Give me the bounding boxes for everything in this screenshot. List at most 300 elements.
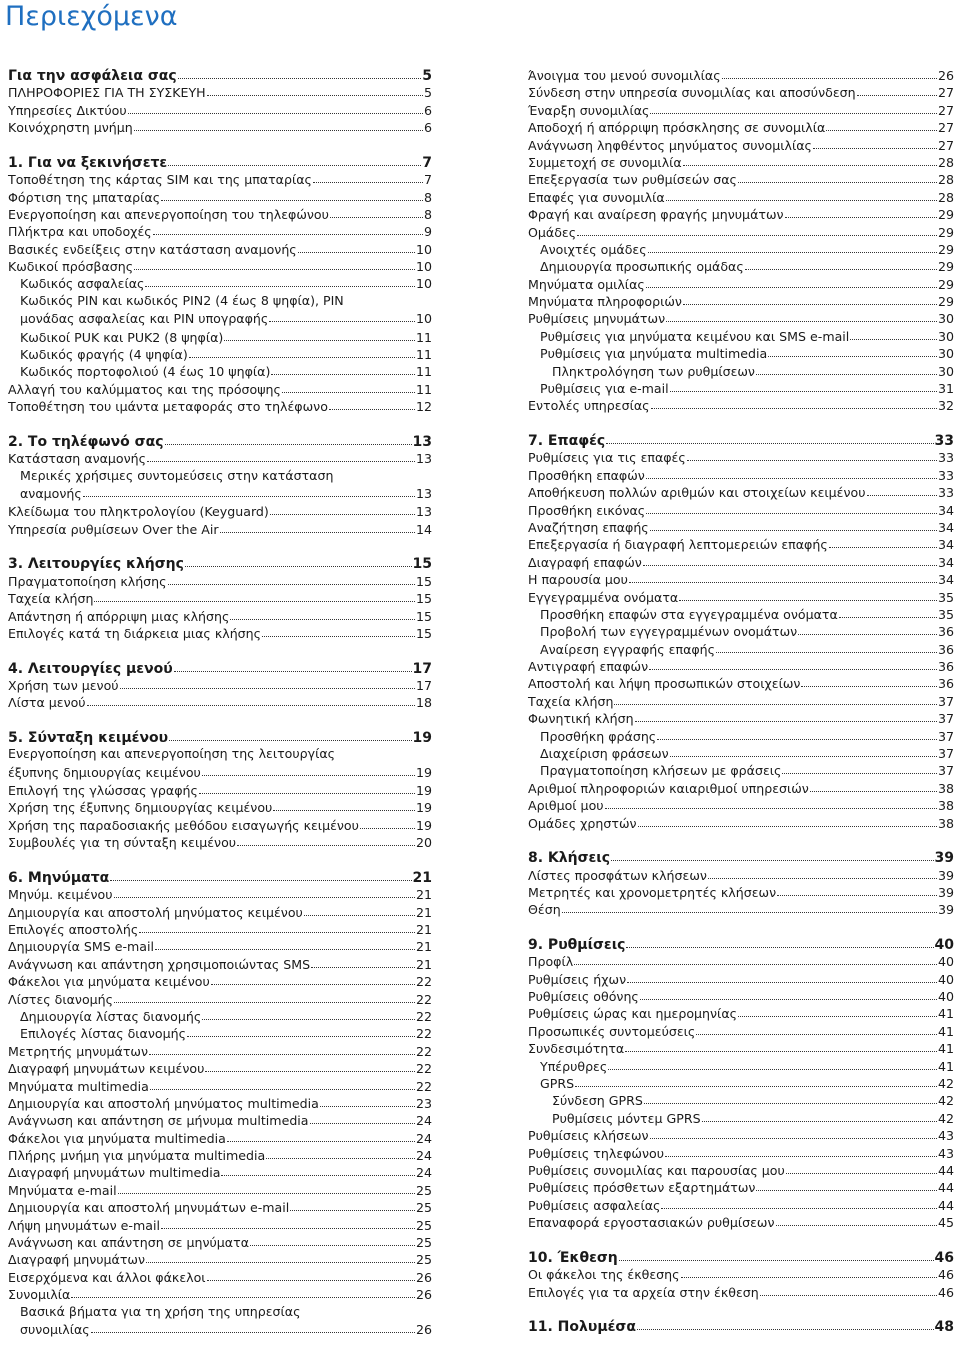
toc-section-heading[interactable] bbox=[8, 868, 432, 885]
dot-leader bbox=[801, 673, 937, 687]
toc-entry[interactable] bbox=[8, 380, 432, 397]
toc-section-heading[interactable] bbox=[528, 431, 954, 448]
dot-leader bbox=[782, 760, 937, 774]
toc-entry-title: Δημιουργία και αποστολή μηνύματος multimedia bbox=[8, 1095, 319, 1111]
dot-leader bbox=[857, 82, 937, 96]
toc-entry[interactable] bbox=[528, 727, 954, 744]
toc-entry[interactable] bbox=[528, 1126, 954, 1143]
toc-entry[interactable] bbox=[528, 153, 954, 170]
toc-entry-title: Φάκελοι για μηνύματα κειμένου bbox=[8, 974, 210, 990]
dot-leader bbox=[230, 606, 415, 620]
dot-leader bbox=[716, 639, 937, 653]
toc-entry[interactable] bbox=[8, 328, 432, 345]
toc-entry[interactable] bbox=[528, 1213, 954, 1230]
toc-entry[interactable] bbox=[8, 274, 432, 291]
toc-entry[interactable] bbox=[528, 379, 954, 396]
dot-leader bbox=[161, 1215, 415, 1229]
dot-leader bbox=[648, 239, 937, 253]
toc-entry[interactable] bbox=[528, 483, 954, 500]
toc-entry[interactable] bbox=[528, 900, 954, 917]
toc-entry[interactable] bbox=[528, 657, 954, 674]
dot-leader bbox=[202, 1006, 415, 1020]
toc-entry[interactable] bbox=[528, 605, 954, 622]
toc-entry-title: Κωδικός ασφαλείας bbox=[20, 276, 145, 292]
dot-leader bbox=[250, 1232, 415, 1246]
toc-entry[interactable] bbox=[8, 607, 432, 624]
toc-page-number: 21 bbox=[415, 956, 432, 972]
dot-leader bbox=[679, 587, 937, 601]
toc-entry[interactable] bbox=[8, 1146, 432, 1163]
toc-entry-title: Λίστες διανομής bbox=[8, 991, 114, 1007]
toc-entry[interactable] bbox=[528, 1109, 954, 1126]
toc-entry[interactable] bbox=[8, 397, 432, 414]
toc-entry[interactable] bbox=[8, 118, 432, 135]
toc-page-number: 42 bbox=[937, 1093, 954, 1109]
toc-page-number: 33 bbox=[937, 450, 954, 466]
toc-page-number: 21 bbox=[415, 922, 432, 938]
toc-entry[interactable] bbox=[528, 362, 954, 379]
toc-entry[interactable] bbox=[528, 1004, 954, 1021]
toc-section-heading[interactable] bbox=[528, 935, 954, 952]
toc-entry[interactable] bbox=[8, 292, 432, 328]
toc-entry[interactable] bbox=[528, 136, 954, 153]
toc-page-number: 41 bbox=[937, 1058, 954, 1074]
dot-leader bbox=[650, 100, 937, 114]
toc-page-number: 8 bbox=[423, 206, 432, 222]
toc-entry[interactable] bbox=[528, 1039, 954, 1056]
toc-entry-title: Αλλαγή του καλύμματος και της πρόσοψης bbox=[8, 381, 281, 397]
toc-page-number: 36 bbox=[937, 624, 954, 640]
toc-entry[interactable] bbox=[8, 990, 432, 1007]
dot-leader bbox=[745, 256, 937, 270]
toc-entry-title: Η παρουσία μου bbox=[528, 572, 628, 588]
toc-entry[interactable] bbox=[528, 640, 954, 657]
toc-entry-title-cont: έξυπνης δημιουργίας κειμένου bbox=[8, 764, 201, 780]
toc-entry-title: Αναίρεση εγγραφής επαφής bbox=[540, 641, 716, 657]
toc-entry-title: Συνδεσιμότητα bbox=[528, 1041, 625, 1057]
toc-section-heading[interactable] bbox=[8, 554, 432, 571]
toc-entry[interactable] bbox=[528, 448, 954, 465]
toc-page-number: 36 bbox=[937, 676, 954, 692]
dot-leader bbox=[696, 1021, 937, 1035]
toc-entry[interactable] bbox=[8, 188, 432, 205]
toc-entry[interactable] bbox=[8, 205, 432, 222]
toc-page-number: 7 bbox=[422, 154, 432, 171]
toc-entry[interactable] bbox=[528, 327, 954, 344]
toc-entry[interactable] bbox=[528, 1091, 954, 1108]
toc-entry[interactable] bbox=[8, 1250, 432, 1267]
toc-entry[interactable] bbox=[8, 589, 432, 606]
dot-leader bbox=[153, 221, 423, 235]
toc-page-number: 30 bbox=[937, 363, 954, 379]
dot-leader bbox=[262, 623, 415, 637]
toc-entry[interactable] bbox=[8, 467, 432, 503]
dot-leader bbox=[619, 1247, 934, 1261]
toc-section-heading[interactable] bbox=[528, 848, 954, 865]
dot-leader bbox=[785, 204, 937, 218]
toc-entry-title: Συμβουλές για τη σύνταξη κειμένου bbox=[8, 835, 237, 851]
toc-entry[interactable] bbox=[528, 535, 954, 552]
toc-entry[interactable] bbox=[8, 1303, 432, 1339]
toc-section-heading[interactable] bbox=[528, 1248, 954, 1265]
toc-entry[interactable] bbox=[8, 745, 432, 781]
toc-page-number: 34 bbox=[937, 502, 954, 518]
dot-leader bbox=[221, 1162, 415, 1176]
toc-entry-title: Υπηρεσία ρυθμίσεων Over the Air bbox=[8, 521, 219, 537]
toc-entry-title: Πληκτρολόγηση των ρυθμίσεων bbox=[552, 363, 755, 379]
toc-page-number: 40 bbox=[937, 971, 954, 987]
toc-entry[interactable] bbox=[8, 937, 432, 954]
toc-entry-title: Οι φάκελοι της έκθεσης bbox=[528, 1267, 680, 1283]
toc-entry-title: Ρυθμίσεις ήχων bbox=[528, 971, 627, 987]
toc-entry-title: Έναρξη συνομιλίας bbox=[528, 102, 650, 118]
toc-entry[interactable] bbox=[8, 885, 432, 902]
dot-leader bbox=[640, 986, 937, 1000]
dot-leader bbox=[202, 762, 415, 776]
section-gap bbox=[528, 1300, 954, 1317]
toc-entry-title: 10. Έκθεση bbox=[528, 1249, 618, 1266]
dot-leader bbox=[120, 675, 415, 689]
toc-entry[interactable] bbox=[528, 1265, 954, 1282]
toc-entry-title: Εγγεγραμμένα ονόματα bbox=[528, 589, 679, 605]
toc-section-heading[interactable] bbox=[528, 1317, 954, 1334]
toc-page-number: 40 bbox=[937, 954, 954, 970]
toc-entry[interactable] bbox=[8, 972, 432, 989]
toc-entry[interactable] bbox=[8, 257, 432, 274]
toc-page-number: 34 bbox=[937, 537, 954, 553]
toc-entry[interactable] bbox=[8, 920, 432, 937]
toc-entry[interactable] bbox=[528, 796, 954, 813]
toc-entry-title: Μετρητής μηνυμάτων bbox=[8, 1043, 148, 1059]
dot-leader bbox=[139, 919, 415, 933]
toc-entry[interactable] bbox=[528, 1178, 954, 1195]
toc-entry[interactable] bbox=[8, 520, 432, 537]
dot-leader bbox=[149, 1041, 415, 1055]
toc-entry-title: 5. Σύνταξη κειμένου bbox=[8, 729, 169, 746]
toc-entry-title: Μηνύματα e-mail bbox=[8, 1182, 117, 1198]
toc-entry[interactable] bbox=[8, 572, 432, 589]
toc-page-number: 26 bbox=[415, 1269, 432, 1285]
toc-entry-title: Επιλογές αποστολής bbox=[8, 922, 139, 938]
toc-page-number: 39 bbox=[937, 902, 954, 918]
toc-entry[interactable] bbox=[8, 449, 432, 466]
dot-leader bbox=[722, 65, 937, 79]
dot-leader bbox=[114, 884, 415, 898]
dot-leader bbox=[826, 117, 937, 131]
dot-leader bbox=[776, 1212, 937, 1226]
toc-entry-title: Διαγραφή μηνυμάτων multimedia bbox=[8, 1165, 221, 1181]
toc-entry[interactable] bbox=[528, 1144, 954, 1161]
toc-entry[interactable] bbox=[528, 779, 954, 796]
toc-page-number: 37 bbox=[937, 746, 954, 762]
dot-leader bbox=[611, 847, 933, 861]
toc-page-number: 41 bbox=[937, 1023, 954, 1039]
toc-entry[interactable] bbox=[528, 1074, 954, 1091]
toc-section-heading[interactable] bbox=[8, 153, 432, 170]
toc-entry[interactable] bbox=[528, 118, 954, 135]
toc-entry[interactable] bbox=[8, 170, 432, 187]
toc-page-number: 27 bbox=[937, 120, 954, 136]
dot-leader bbox=[614, 691, 937, 705]
toc-entry[interactable] bbox=[8, 1129, 432, 1146]
dot-leader bbox=[185, 553, 412, 567]
toc-entry[interactable] bbox=[528, 309, 954, 326]
toc-entry-title: Δημιουργία SMS e-mail bbox=[8, 939, 155, 955]
toc-entry[interactable] bbox=[528, 952, 954, 969]
toc-page-number: 40 bbox=[934, 936, 954, 953]
toc-entry-title: Κωδικοί PUK και PUK2 (8 ψηφία) bbox=[20, 329, 224, 345]
toc-section-heading[interactable] bbox=[8, 66, 432, 83]
dot-leader bbox=[687, 447, 937, 461]
toc-page-number: 48 bbox=[934, 1319, 954, 1336]
section-gap bbox=[8, 136, 432, 153]
toc-entry[interactable] bbox=[8, 1059, 432, 1076]
dot-leader bbox=[646, 274, 937, 288]
toc-entry-title: Άνοιγμα του μενού συνομιλίας bbox=[528, 68, 721, 83]
toc-section-heading[interactable] bbox=[8, 728, 432, 745]
dot-leader bbox=[91, 1319, 415, 1333]
toc-entry[interactable] bbox=[528, 1022, 954, 1039]
toc-entry-title: 2. Το τηλέφωνό σας bbox=[8, 433, 164, 450]
dot-leader bbox=[237, 832, 415, 846]
toc-entry-title: Εντολές υπηρεσίας bbox=[528, 398, 650, 414]
dot-leader bbox=[207, 82, 423, 96]
toc-entry-title: Τοποθέτηση του ιμάντα μεταφοράς στο τηλέφωνο bbox=[8, 399, 328, 415]
toc-page-number: 25 bbox=[415, 1235, 432, 1251]
toc-entry[interactable] bbox=[528, 553, 954, 570]
toc-entry-title: 6. Μηνύματα bbox=[8, 869, 110, 886]
dot-leader bbox=[150, 1076, 415, 1090]
toc-entry[interactable] bbox=[528, 570, 954, 587]
toc-page-number: 21 bbox=[412, 869, 432, 886]
toc-entry[interactable] bbox=[8, 362, 432, 379]
toc-entry[interactable] bbox=[528, 205, 954, 222]
toc-entry[interactable] bbox=[528, 170, 954, 187]
toc-page-number: 25 bbox=[415, 1182, 432, 1198]
toc-entry[interactable] bbox=[528, 275, 954, 292]
toc-entry[interactable] bbox=[8, 1007, 432, 1024]
toc-entry[interactable] bbox=[528, 744, 954, 761]
toc-entry[interactable] bbox=[528, 674, 954, 691]
toc-entry-title: Συμμετοχή σε συνομιλία bbox=[528, 154, 682, 170]
dot-leader bbox=[134, 117, 423, 131]
dot-leader bbox=[169, 727, 411, 741]
toc-entry-title: Υπηρεσίες Δικτύου bbox=[8, 102, 127, 118]
toc-entry[interactable] bbox=[8, 1285, 432, 1302]
toc-entry-title-cont: αναμονής bbox=[20, 486, 82, 502]
toc-left-column bbox=[8, 66, 432, 1338]
section-gap bbox=[8, 711, 432, 728]
toc-entry[interactable] bbox=[8, 1181, 432, 1198]
toc-entry[interactable] bbox=[8, 798, 432, 815]
toc-entry[interactable] bbox=[528, 292, 954, 309]
toc-entry[interactable] bbox=[528, 866, 954, 883]
toc-entry-title: Επιλογές λίστας διανομής bbox=[20, 1026, 186, 1042]
toc-entry[interactable] bbox=[528, 188, 954, 205]
toc-entry[interactable] bbox=[528, 709, 954, 726]
toc-entry[interactable] bbox=[8, 502, 432, 519]
toc-entry[interactable] bbox=[528, 257, 954, 274]
dot-leader bbox=[273, 797, 415, 811]
toc-page-number: 28 bbox=[937, 172, 954, 188]
toc-entry[interactable] bbox=[528, 987, 954, 1004]
toc-page-number: 7 bbox=[423, 172, 432, 188]
toc-page-number: 21 bbox=[415, 904, 432, 920]
toc-entry[interactable] bbox=[528, 344, 954, 361]
toc-page-number: 24 bbox=[415, 1165, 432, 1181]
toc-entry[interactable] bbox=[8, 624, 432, 641]
toc-entry[interactable] bbox=[528, 83, 954, 100]
toc-entry[interactable] bbox=[528, 1057, 954, 1074]
dot-leader bbox=[638, 813, 937, 827]
toc-page-number: 10 bbox=[415, 241, 432, 257]
toc-entry-title: Θέση bbox=[528, 902, 561, 918]
dot-leader bbox=[269, 308, 415, 322]
dot-leader bbox=[683, 291, 937, 305]
toc-page-number: 19 bbox=[415, 817, 432, 833]
dot-leader bbox=[187, 1023, 415, 1037]
toc-entry-title: Ταχεία κλήση bbox=[528, 693, 614, 709]
toc-entry-title-cont: μονάδας ασφαλείας και PIN υπογραφής bbox=[20, 311, 269, 327]
toc-entry[interactable] bbox=[8, 1216, 432, 1233]
toc-section-heading[interactable] bbox=[8, 432, 432, 449]
toc-entry[interactable] bbox=[528, 970, 954, 987]
toc-entry[interactable] bbox=[528, 396, 954, 413]
dot-leader bbox=[637, 1316, 934, 1330]
toc-entry-title: Για την ασφάλεια σας bbox=[8, 68, 177, 84]
toc-entry[interactable] bbox=[8, 1042, 432, 1059]
toc-entry[interactable] bbox=[8, 903, 432, 920]
toc-page-number: 17 bbox=[412, 660, 432, 677]
toc-page-number: 44 bbox=[937, 1197, 954, 1213]
toc-page-number: 29 bbox=[937, 207, 954, 223]
dot-leader bbox=[199, 780, 415, 794]
toc-entry[interactable] bbox=[528, 66, 954, 83]
toc-entry[interactable] bbox=[8, 1163, 432, 1180]
toc-page-number: 24 bbox=[415, 1113, 432, 1129]
toc-entry[interactable] bbox=[8, 1024, 432, 1041]
toc-entry[interactable] bbox=[528, 1283, 954, 1300]
toc-entry[interactable] bbox=[8, 1094, 432, 1111]
toc-entry-title: Ρυθμίσεις για e-mail bbox=[540, 381, 669, 397]
toc-page-number: 43 bbox=[937, 1128, 954, 1144]
toc-entry[interactable] bbox=[528, 883, 954, 900]
toc-page-number: 31 bbox=[937, 381, 954, 397]
toc-entry[interactable] bbox=[528, 588, 954, 605]
toc-entry[interactable] bbox=[8, 955, 432, 972]
toc-entry-title: Προσθήκη επαφών bbox=[528, 467, 645, 483]
toc-section-heading[interactable] bbox=[8, 659, 432, 676]
toc-page-number: 19 bbox=[415, 800, 432, 816]
toc-entry[interactable] bbox=[8, 781, 432, 798]
toc-page-number: 29 bbox=[937, 294, 954, 310]
toc-page-number: 11 bbox=[415, 381, 432, 397]
toc-entry[interactable] bbox=[8, 101, 432, 118]
toc-entry[interactable] bbox=[528, 1196, 954, 1213]
toc-entry[interactable] bbox=[528, 223, 954, 240]
dot-leader bbox=[651, 395, 937, 409]
toc-entry-title: Ανάγνωση και απάντηση σε μηνύματα bbox=[8, 1235, 249, 1251]
dot-leader bbox=[661, 1195, 937, 1209]
toc-entry-title: Πραγματοποίηση κλήσεων με φράσεις bbox=[540, 763, 782, 779]
toc-entry[interactable] bbox=[528, 101, 954, 118]
dot-leader bbox=[189, 344, 415, 358]
dot-leader bbox=[813, 135, 937, 149]
toc-entry[interactable] bbox=[528, 1161, 954, 1178]
toc-entry[interactable] bbox=[528, 518, 954, 535]
toc-entry-title: Ρυθμίσεις για τις επαφές bbox=[528, 450, 686, 466]
dot-leader bbox=[266, 1145, 415, 1159]
toc-page-number: 26 bbox=[937, 68, 954, 83]
toc-entry[interactable] bbox=[8, 222, 432, 239]
dot-leader bbox=[760, 1282, 937, 1296]
toc-entry[interactable] bbox=[8, 1233, 432, 1250]
toc-entry[interactable] bbox=[8, 345, 432, 362]
toc-entry-title: 3. Λειτουργίες κλήσης bbox=[8, 556, 184, 573]
toc-entry[interactable] bbox=[8, 1268, 432, 1285]
toc-page-number: 33 bbox=[937, 467, 954, 483]
toc-entry[interactable] bbox=[528, 501, 954, 518]
dot-leader bbox=[304, 902, 415, 916]
toc-page-number: 41 bbox=[937, 1006, 954, 1022]
toc-entry[interactable] bbox=[8, 816, 432, 833]
toc-page-number: 42 bbox=[937, 1110, 954, 1126]
toc-page-number: 6 bbox=[423, 120, 432, 136]
section-gap bbox=[8, 851, 432, 868]
dot-leader bbox=[643, 552, 937, 566]
toc-entry[interactable] bbox=[8, 693, 432, 710]
toc-entry[interactable] bbox=[528, 240, 954, 257]
dot-leader bbox=[128, 100, 423, 114]
toc-entry[interactable] bbox=[528, 622, 954, 639]
toc-entry[interactable] bbox=[8, 1198, 432, 1215]
toc-entry-title: Ομάδες χρηστών bbox=[528, 815, 637, 831]
toc-page-number: 25 bbox=[415, 1217, 432, 1233]
toc-page-number: 32 bbox=[937, 398, 954, 414]
toc-entry[interactable] bbox=[528, 814, 954, 831]
toc-entry[interactable] bbox=[8, 1111, 432, 1128]
toc-entry-title: Ρυθμίσεις για μηνύματα multimedia bbox=[540, 346, 768, 362]
dot-leader bbox=[161, 187, 423, 201]
dot-leader bbox=[649, 656, 937, 670]
dot-leader bbox=[850, 326, 937, 340]
dot-leader bbox=[83, 483, 415, 497]
toc-entry-title: Διαγραφή επαφών bbox=[528, 554, 642, 570]
toc-entry[interactable] bbox=[8, 676, 432, 693]
toc-entry[interactable] bbox=[8, 833, 432, 850]
toc-entry[interactable] bbox=[8, 1077, 432, 1094]
dot-leader bbox=[211, 971, 415, 985]
toc-page-number: 38 bbox=[937, 780, 954, 796]
section-gap bbox=[528, 1231, 954, 1248]
toc-page-number: 15 bbox=[412, 556, 432, 573]
toc-entry[interactable] bbox=[8, 240, 432, 257]
toc-entry[interactable] bbox=[528, 761, 954, 778]
toc-entry-title: Ρυθμίσεις ώρας και ημερομηνίας bbox=[528, 1006, 738, 1022]
toc-entry-title: Αποδοχή ή απόρριψη πρόσκλησης σε συνομιλία bbox=[528, 120, 826, 136]
dot-leader bbox=[313, 169, 423, 183]
toc-entry[interactable] bbox=[8, 83, 432, 100]
toc-page-number: 11 bbox=[415, 329, 432, 345]
toc-entry-title: Ρυθμίσεις ασφαλείας bbox=[528, 1197, 661, 1213]
toc-entry[interactable] bbox=[528, 466, 954, 483]
toc-page-number: 30 bbox=[937, 346, 954, 362]
dot-leader bbox=[329, 396, 415, 410]
toc-page-number: 34 bbox=[937, 572, 954, 588]
toc-entry[interactable] bbox=[528, 692, 954, 709]
dot-leader bbox=[145, 273, 415, 287]
toc-entry-title: Δημιουργία και αποστολή μηνυμάτων e-mail bbox=[8, 1200, 290, 1216]
